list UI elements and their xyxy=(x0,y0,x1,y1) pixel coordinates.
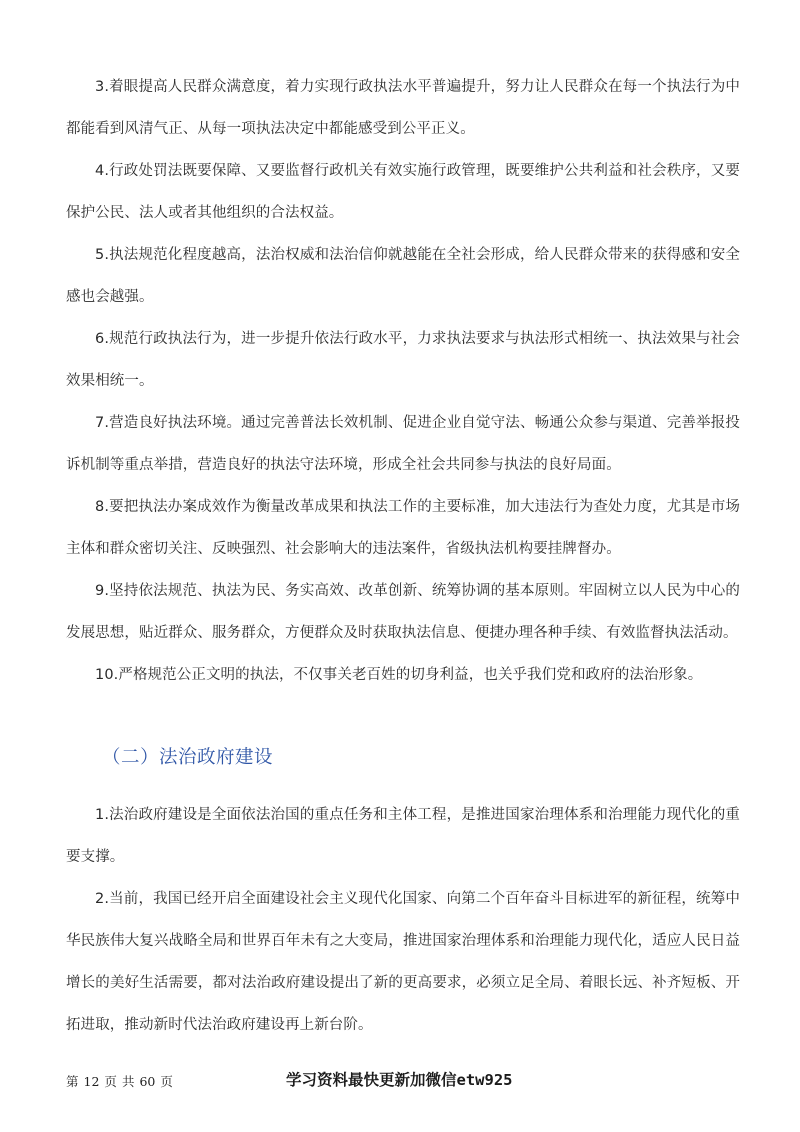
section-paragraph-1: 1.法治政府建设是全面依法治国的重点任务和主体工程，是推进国家治理体系和治理能力现代化的重要支撑。 xyxy=(66,807,740,865)
paragraph-10: 10.严格规范公正文明的执法，不仅事关老百姓的切身利益，也关乎我们党和政府的法治形象。 xyxy=(95,667,703,683)
total-unit: 页 xyxy=(160,1074,173,1089)
page-unit: 页 xyxy=(104,1074,117,1089)
paragraph-4: 4.行政处罚法既要保障、又要监督行政机关有效实施行政管理，既要维护公共利益和社会秩序，又要保护公民、法人或者其他组织的合法权益。 xyxy=(66,163,740,221)
total-pages: 60 xyxy=(139,1074,156,1089)
footer-note: 学习资料最快更新加微信etw925 xyxy=(286,1071,513,1089)
paragraph-8: 8.要把执法办案成效作为衡量改革成果和执法工作的主要标准，加大违法行为查处力度，尤其是市场主体和群众密切关注、反映强烈、社会影响大的违法案件，省级执法机构要挂牌督办。 xyxy=(66,499,740,557)
section-heading: （二）法治政府建设 xyxy=(102,747,274,768)
page-number: 12 xyxy=(83,1074,100,1089)
total-prefix: 共 xyxy=(121,1074,135,1089)
paragraph-5: 5.执法规范化程度越高，法治权威和法治信仰就越能在全社会形成，给人民群众带来的获得感和安全感也会越强。 xyxy=(66,247,740,305)
paragraph-3: 3.着眼提高人民群众满意度，着力实现行政执法水平普遍提升，努力让人民群众在每一个执法行为中都能看到风清气正、从每一项执法决定中都能感受到公平正义。 xyxy=(66,79,740,137)
section-paragraph-2: 2.当前，我国已经开启全面建设社会主义现代化国家、向第二个百年奋斗目标进军的新征程，统筹中华民族伟大复兴战略全局和世界百年未有之大变局，推进国家治理体系和治理能力现代化，适应人民日益增长的美好生活需要，都对法治政府建设提出了新的更高要求，必须立足全局、着眼长远、补齐短板、开拓进取，推动新时代法治政府建设再上新台阶。 xyxy=(66,891,740,1033)
paragraph-9: 9.坚持依法规范、执法为民、务实高效、改革创新、统筹协调的基本原则。牢固树立以人民为中心的发展思想，贴近群众、服务群众，方便群众及时获取执法信息、便捷办理各种手续、有效监督执法活动。 xyxy=(66,583,740,641)
paragraph-6: 6.规范行政执法行为，进一步提升依法行政水平，力求执法要求与执法形式相统一、执法效果与社会效果相统一。 xyxy=(66,331,740,389)
paragraph-7: 7.营造良好执法环境。通过完善普法长效机制、促进企业自觉守法、畅通公众参与渠道、完善举报投诉机制等重点举措，营造良好的执法守法环境，形成全社会共同参与执法的良好局面。 xyxy=(66,415,740,473)
page-number-footer xyxy=(66,1072,178,1090)
page-prefix: 第 xyxy=(66,1074,79,1089)
